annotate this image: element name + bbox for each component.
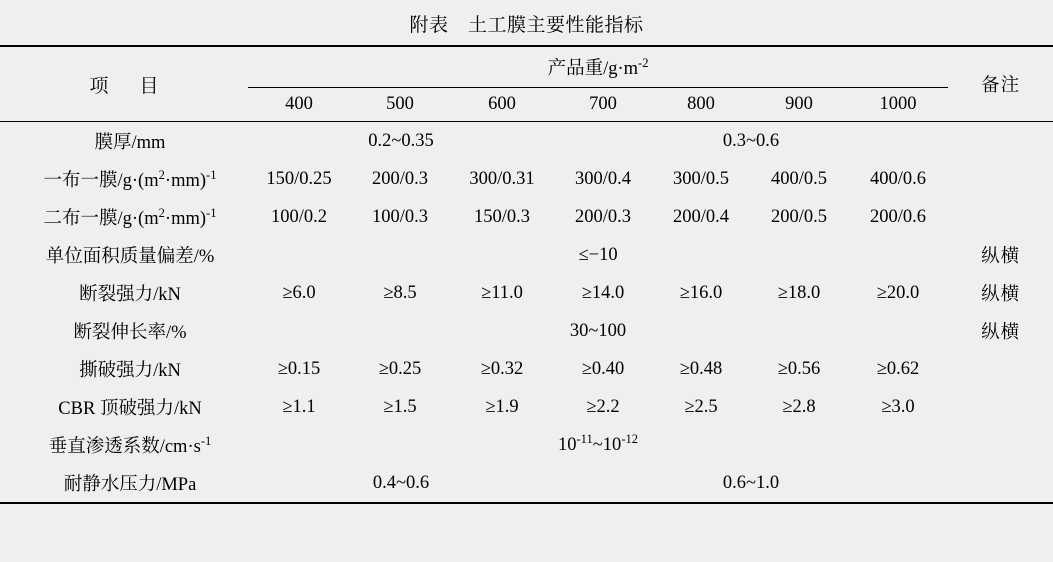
cell-value: ≥0.48 [679, 358, 723, 379]
cell-value: ≥0.40 [581, 358, 625, 379]
cell-value: ≥2.8 [782, 396, 816, 417]
header-weight-900: 900 [750, 88, 848, 122]
cell-value: ≥20.0 [876, 282, 920, 303]
cell-value: ≥14.0 [581, 282, 625, 303]
table-row [0, 122, 1053, 161]
cell-value: ≥2.2 [586, 396, 620, 417]
cell-value: 400/0.6 [870, 168, 927, 189]
row-note [948, 122, 1053, 161]
cell-value: 300/0.31 [469, 168, 535, 189]
row-item-label: 膜厚/mm [94, 133, 166, 153]
cell-value: 400/0.5 [770, 168, 827, 189]
cell-merged-value: 30~100 [569, 320, 627, 341]
cell-value: 100/0.3 [371, 206, 428, 227]
cell-value: 200/0.4 [672, 206, 729, 227]
row-note [948, 350, 1053, 388]
cell-value: 200/0.3 [371, 168, 428, 189]
header-note-label: 备注 [948, 46, 1053, 122]
row-note [948, 464, 1053, 503]
cell-value: ≥11.0 [481, 282, 523, 303]
table-row [0, 236, 1053, 274]
table-row [0, 426, 1053, 464]
cell-value: 150/0.25 [266, 168, 332, 189]
table-row [0, 312, 1053, 350]
header-weight-400: 400 [248, 88, 350, 122]
cell-group-value: 0.3~0.6 [722, 130, 780, 151]
header-weight-1000: 1000 [848, 88, 948, 122]
cell-value: ≥1.9 [485, 396, 519, 417]
table-header-row-primary [0, 46, 1053, 88]
cell-value: ≥6.0 [282, 282, 316, 303]
row-item-label: 耐静水压力/MPa [0, 464, 248, 503]
cell-group-value: 0.2~0.35 [368, 130, 434, 151]
cell-value: 200/0.3 [574, 206, 631, 227]
table-row [0, 464, 1053, 503]
row-note: 纵横 [981, 323, 1021, 343]
cell-value: ≥0.15 [277, 358, 321, 379]
cell-merged-value: $10^{-11}\sim 10^{-12}$ [557, 431, 639, 455]
row-note [948, 160, 1053, 198]
table-row [0, 198, 1053, 236]
row-note: 纵横 [981, 247, 1021, 267]
cell-value: ≥16.0 [679, 282, 723, 303]
row-note [948, 388, 1053, 426]
cell-value: ≥0.25 [378, 358, 422, 379]
row-note [948, 426, 1053, 464]
table-row [0, 274, 1053, 312]
row-item-label: 一布一膜$/g\cdot(m^2\cdot mm)^{-1}$ [43, 167, 217, 191]
row-item-label: 断裂强力/kN [79, 285, 181, 305]
cell-value: ≥1.1 [282, 396, 316, 417]
cell-group-value: 0.4~0.6 [248, 464, 554, 503]
cell-value: ≥0.62 [876, 358, 920, 379]
header-weight-600: 600 [450, 88, 554, 122]
cell-value: ≥0.32 [480, 358, 524, 379]
header-weight-500: 500 [350, 88, 450, 122]
table-row [0, 350, 1053, 388]
geomembrane-properties-table [0, 45, 1053, 504]
cell-merged-value: ≤−10 [578, 244, 618, 265]
row-item-label: 单位面积质量偏差/% [45, 247, 215, 267]
cell-value: ≥1.5 [383, 396, 417, 417]
cell-value: ≥8.5 [383, 282, 417, 303]
table-title: 附表 土工膜主要性能指标 [409, 15, 644, 36]
table-row [0, 388, 1053, 426]
row-item-label: 断裂伸长率/% [73, 323, 187, 343]
header-weight-800: 800 [652, 88, 750, 122]
cell-value: ≥3.0 [881, 396, 915, 417]
cell-value: 100/0.2 [270, 206, 327, 227]
cell-value: 300/0.4 [574, 168, 631, 189]
header-weight-700: 700 [554, 88, 652, 122]
header-item-label: 项 目 [0, 46, 248, 122]
row-item-label: 撕破强力/kN [79, 361, 181, 381]
row-item-label: 二布一膜$/g\cdot(m^2\cdot mm)^{-1}$ [43, 205, 217, 229]
row-note [948, 198, 1053, 236]
header-product-weight-label: 产品重$/g\cdot m^{-2}$ [248, 46, 948, 88]
cell-value: ≥0.56 [777, 358, 821, 379]
cell-value: 150/0.3 [473, 206, 530, 227]
table-row [0, 160, 1053, 198]
row-item-label: 垂直渗透系数$/cm\cdot s^{-1}$ [48, 433, 212, 457]
cell-value: 200/0.6 [870, 206, 927, 227]
cell-value: ≥18.0 [777, 282, 821, 303]
cell-value: ≥2.5 [684, 396, 718, 417]
cell-value: 300/0.5 [672, 168, 729, 189]
cell-value: 200/0.5 [770, 206, 827, 227]
row-item-label: CBR 顶破强力/kN [58, 399, 202, 419]
row-note: 纵横 [981, 285, 1021, 305]
cell-group-value: 0.6~1.0 [554, 464, 948, 503]
